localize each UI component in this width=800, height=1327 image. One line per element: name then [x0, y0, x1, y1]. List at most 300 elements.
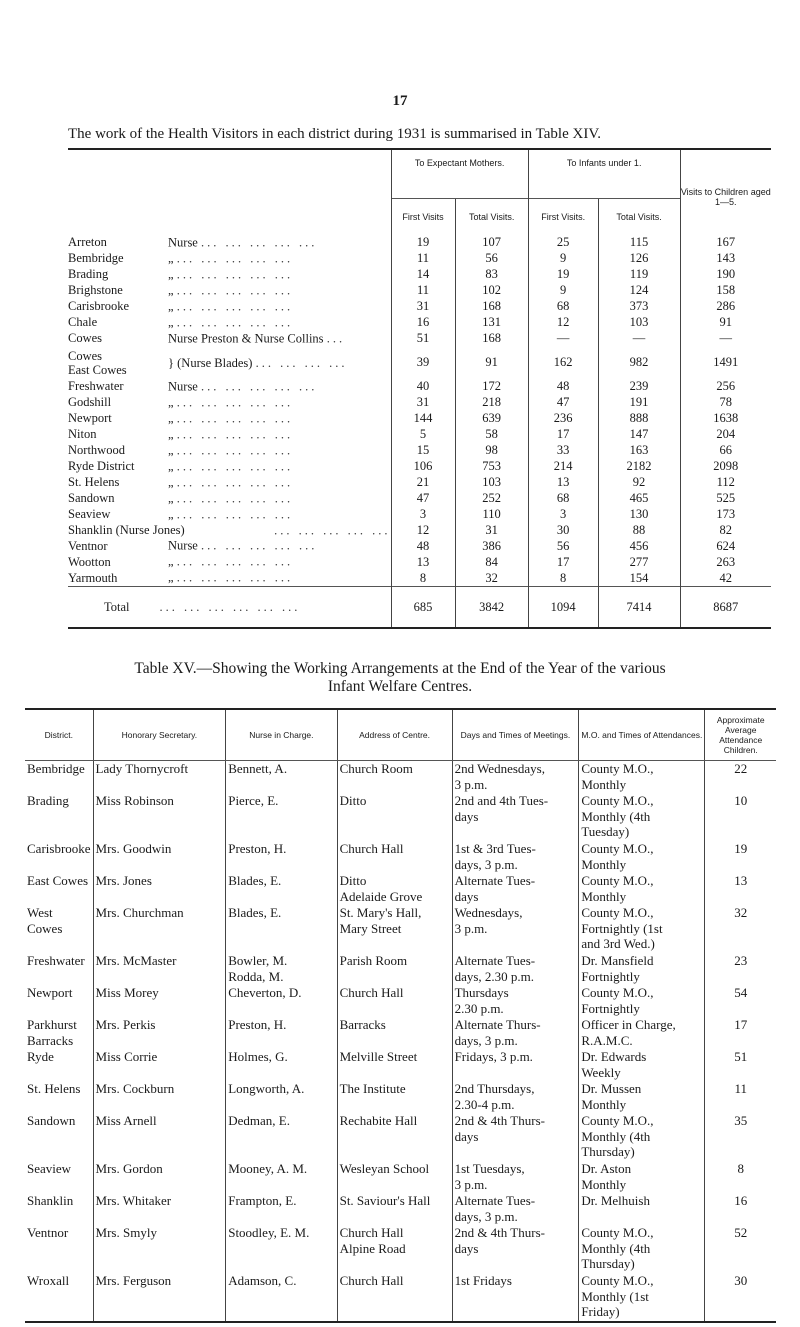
col-7-cell: 8	[705, 1161, 776, 1193]
header-col-2: Honorary Secretary.	[93, 709, 226, 761]
col-1-cell: Parkhurst Barracks	[27, 1017, 77, 1048]
district-name: Newport	[68, 410, 112, 425]
leader-dots: ... ... ... ... ...	[176, 506, 294, 521]
col-1-cell: St. Helens	[27, 1081, 81, 1096]
col-2-cell: Miss Arnell	[93, 1113, 226, 1161]
value-c2: 58	[455, 427, 528, 443]
nurse-name: „	[168, 490, 177, 505]
value-c5: 158	[680, 283, 771, 299]
table-xv-body	[25, 761, 776, 1323]
col-2-cell: Miss Morey	[93, 985, 226, 1017]
district-cell	[68, 538, 391, 554]
value-c4: 191	[598, 395, 680, 411]
nurse-name: „	[168, 410, 177, 425]
col-3-cell: Stoodley, E. M.	[226, 1225, 337, 1273]
col-2-cell: Miss Corrie	[93, 1049, 226, 1081]
value-c1: 16	[391, 315, 455, 331]
value-c1: 8	[391, 570, 455, 586]
col-4-cell: Melville Street	[337, 1049, 452, 1081]
col-7-cell: 13	[705, 873, 776, 905]
col-1-cell: Bembridge	[27, 761, 85, 776]
total-label-cell	[68, 587, 391, 629]
value-c4: 130	[598, 507, 680, 523]
col-5-cell: 2nd & 4th Thurs- days	[452, 1113, 579, 1161]
col-7-cell: 51	[705, 1049, 776, 1081]
col-1-cell: Freshwater	[27, 953, 85, 968]
table-xiv-body	[68, 235, 771, 628]
col-4-cell: The Institute	[337, 1081, 452, 1113]
value-c3: 17	[528, 427, 598, 443]
col-7-cell: 11	[705, 1081, 776, 1113]
table-row	[68, 331, 771, 347]
district-cell	[68, 554, 391, 570]
col-3-cell: Holmes, G.	[226, 1049, 337, 1081]
value-c5: 204	[680, 427, 771, 443]
table-row	[68, 538, 771, 554]
col-7-cell: 22	[705, 761, 776, 794]
col-4-cell: St. Mary's Hall, Mary Street	[337, 905, 452, 953]
district-cell	[68, 315, 391, 331]
leader-dots: ... ... ... ... ... ...	[159, 599, 301, 614]
value-c2: 168	[455, 299, 528, 315]
value-c2: 168	[455, 331, 528, 347]
total-c2: 3842	[455, 587, 528, 629]
value-c3: 17	[528, 554, 598, 570]
leader-dots: ... ... ... ... ...	[176, 283, 294, 298]
leader-dots: ... ... ... ... ...	[176, 570, 294, 585]
col-7-cell: 19	[705, 841, 776, 873]
district-name: Chale	[68, 315, 98, 330]
value-c5: —	[680, 331, 771, 347]
value-c3: 214	[528, 459, 598, 475]
col-5-cell: 2nd Wednesdays, 3 p.m.	[452, 761, 579, 794]
col-3-cell: Frampton, E.	[226, 1193, 337, 1225]
col-5-cell: Alternate Tues- days	[452, 873, 579, 905]
col-6-cell: County M.O., Monthly	[579, 873, 705, 905]
col-7-cell: 32	[705, 905, 776, 953]
leader-dots: ... ... ... ... ...	[176, 299, 294, 314]
col-5-cell: 2nd & 4th Thurs- days	[452, 1225, 579, 1273]
table-xiv	[68, 148, 771, 629]
col-5-cell: Fridays, 3 p.m.	[452, 1049, 579, 1081]
value-c3: 56	[528, 538, 598, 554]
col-3-cell: Cheverton, D.	[226, 985, 337, 1017]
leader-dots: ... ... ... ... ...	[176, 554, 294, 569]
col-3-cell: Pierce, E.	[226, 793, 337, 841]
value-c4: 373	[598, 299, 680, 315]
col-6-cell: County M.O., Fortnightly (1st and 3rd Wed.)	[579, 905, 705, 953]
value-c5: 286	[680, 299, 771, 315]
district-cell	[68, 570, 391, 586]
table-row	[68, 507, 771, 523]
col-2-cell: Mrs. Perkis	[93, 1017, 226, 1049]
district-name: Northwood	[68, 442, 125, 457]
value-c2: 110	[455, 507, 528, 523]
col-2-cell: Mrs. Cockburn	[93, 1081, 226, 1113]
district-cell	[68, 411, 391, 427]
value-c3: 68	[528, 299, 598, 315]
value-c4: 982	[598, 347, 680, 379]
district-name: Freshwater	[68, 379, 124, 394]
header-col-6: M.O. and Times of Attendances.	[579, 709, 705, 761]
table-row	[68, 315, 771, 331]
value-c1: 13	[391, 554, 455, 570]
value-c2: 218	[455, 395, 528, 411]
col-3-cell: Dedman, E.	[226, 1113, 337, 1161]
value-c4: 154	[598, 570, 680, 586]
col-4-cell: Ditto	[337, 793, 452, 841]
col-5-cell: Wednesdays, 3 p.m.	[452, 905, 579, 953]
total-c5: 8687	[680, 587, 771, 629]
value-c5: 1491	[680, 347, 771, 379]
value-c1: 106	[391, 459, 455, 475]
nurse-name: „	[168, 570, 177, 585]
col-1-cell: Wroxall	[25, 1273, 93, 1322]
page-number: 17	[392, 93, 408, 109]
leader-dots: ... ... ... ... ...	[176, 474, 294, 489]
value-c3: 162	[528, 347, 598, 379]
value-c2: 56	[455, 251, 528, 267]
nurse-name: „	[168, 506, 177, 521]
value-c2: 386	[455, 538, 528, 554]
col-5-cell: 2nd Thursdays, 2.30-4 p.m.	[452, 1081, 579, 1113]
table-row	[68, 443, 771, 459]
district-cell	[68, 235, 391, 251]
leader-dots: ... ... ... ... ...	[176, 442, 294, 457]
table-row	[25, 953, 776, 985]
value-c5: 112	[680, 475, 771, 491]
value-c2: 83	[455, 267, 528, 283]
value-c3: 30	[528, 523, 598, 539]
leader-dots: ... ... ... ... ...	[176, 410, 294, 425]
table-row	[25, 873, 776, 905]
district-cell	[68, 251, 391, 267]
table-row	[68, 379, 771, 395]
table-row	[25, 1113, 776, 1161]
table-row	[25, 1049, 776, 1081]
table-row	[25, 761, 776, 794]
leader-dots: ...	[326, 331, 346, 346]
value-c3: 12	[528, 315, 598, 331]
table-row	[68, 395, 771, 411]
col-7-cell: 30	[705, 1273, 776, 1322]
value-c1: 19	[391, 235, 455, 251]
value-c3: 19	[528, 267, 598, 283]
value-c3: —	[528, 331, 598, 347]
col-6-cell: County M.O., Monthly (4th Thursday)	[579, 1225, 705, 1273]
col-3-cell: Blades, E.	[226, 873, 337, 905]
col-6-cell: County M.O., Monthly (4th Tuesday)	[579, 793, 705, 841]
total-c1: 685	[391, 587, 455, 629]
table-xv-title	[0, 660, 800, 696]
table-row	[25, 1017, 776, 1049]
header-first-visits: First Visits	[391, 199, 455, 236]
col-1-cell: Sandown	[27, 1113, 76, 1128]
table-row	[68, 267, 771, 283]
value-c3: 13	[528, 475, 598, 491]
table-row	[25, 905, 776, 953]
total-row	[68, 587, 771, 629]
leader-dots: ... ... ... ... ...	[176, 267, 294, 282]
col-1-cell: East Cowes	[27, 873, 89, 888]
header-col-5: Days and Times of Meetings.	[452, 709, 579, 761]
leader-dots: ... ... ... ... ...	[176, 458, 294, 473]
col-7-cell: 10	[705, 793, 776, 841]
district-name: Niton	[68, 426, 97, 441]
value-c1: 5	[391, 427, 455, 443]
col-5-cell: Alternate Thurs- days, 3 p.m.	[452, 1017, 579, 1049]
value-c1: 11	[391, 251, 455, 267]
district-cell	[68, 427, 391, 443]
col-7-cell: 54	[705, 985, 776, 1017]
col-6-cell: County M.O., Monthly	[579, 761, 705, 794]
value-c5: 2098	[680, 459, 771, 475]
col-2-cell: Mrs. Whitaker	[93, 1193, 226, 1225]
district-cell	[68, 331, 391, 347]
col-2-cell: Mrs. Churchman	[93, 905, 226, 953]
col-3-cell: Bennett, A.	[226, 761, 337, 794]
col-4-cell: Church Hall	[337, 1273, 452, 1322]
district-cell	[68, 523, 391, 539]
value-c2: 31	[455, 523, 528, 539]
value-c2: 172	[455, 379, 528, 395]
nurse-name: „	[168, 554, 177, 569]
table-row	[25, 1225, 776, 1273]
value-c2: 98	[455, 443, 528, 459]
col-6-cell: Officer in Charge, R.A.M.C.	[579, 1017, 705, 1049]
value-c1: 11	[391, 283, 455, 299]
value-c5: 66	[680, 443, 771, 459]
value-c3: 68	[528, 491, 598, 507]
col-4-cell: Rechabite Hall	[337, 1113, 452, 1161]
leader-dots: ... ... ... ... ...	[176, 395, 294, 410]
nurse-name: Nurse	[168, 235, 201, 250]
value-c5: 256	[680, 379, 771, 395]
col-4-cell: Church Hall Alpine Road	[337, 1225, 452, 1273]
value-c4: 888	[598, 411, 680, 427]
district-cell	[68, 491, 391, 507]
value-c4: —	[598, 331, 680, 347]
leader-dots: ... ... ... ... ...	[268, 522, 391, 537]
value-c1: 51	[391, 331, 455, 347]
table-row	[68, 283, 771, 299]
col-3-cell: Blades, E.	[226, 905, 337, 953]
col-7-cell: 16	[705, 1193, 776, 1225]
col-7-cell: 35	[705, 1113, 776, 1161]
value-c1: 31	[391, 299, 455, 315]
value-c3: 3	[528, 507, 598, 523]
col-7-cell: 52	[705, 1225, 776, 1273]
col-6-cell: Dr. Mussen Monthly	[579, 1081, 705, 1113]
value-c3: 48	[528, 379, 598, 395]
leader-dots: ... ... ... ... ...	[176, 490, 294, 505]
district-name: Ventnor	[68, 538, 108, 553]
value-c3: 33	[528, 443, 598, 459]
col-6-cell: Dr. Aston Monthly	[579, 1161, 705, 1193]
district-cell	[68, 283, 391, 299]
nurse-name: Nurse Preston & Nurse Collins	[168, 331, 327, 346]
value-c4: 103	[598, 315, 680, 331]
value-c5: 624	[680, 538, 771, 554]
col-6-cell: County M.O., Monthly	[579, 841, 705, 873]
col-7-cell: 17	[705, 1017, 776, 1049]
col-5-cell: Alternate Tues- days, 3 p.m.	[452, 1193, 579, 1225]
table-xv-title-line1: Table XV.—Showing the Working Arrangements at the End of the Year of the various	[134, 660, 666, 677]
value-c5: 143	[680, 251, 771, 267]
nurse-name: „	[168, 315, 177, 330]
leader-dots: ... ... ... ... ...	[176, 426, 294, 441]
nurse-name: „	[168, 395, 177, 410]
value-c4: 115	[598, 235, 680, 251]
district-cell	[68, 475, 391, 491]
nurse-name: „	[168, 458, 177, 473]
col-6-cell: County M.O., Fortnightly	[579, 985, 705, 1017]
table-row	[25, 1161, 776, 1193]
district-name: Arreton	[68, 235, 107, 250]
col-1-cell: Ryde	[27, 1049, 54, 1064]
table-row	[25, 841, 776, 873]
district-cell	[68, 347, 391, 379]
col-5-cell: 2nd and 4th Tues- days	[452, 793, 579, 841]
col-4-cell: Barracks	[337, 1017, 452, 1049]
value-c2: 91	[455, 347, 528, 379]
district-name: Shanklin (Nurse Jones)	[68, 522, 185, 537]
col-2-cell: Mrs. Goodwin	[93, 841, 226, 873]
value-c3: 9	[528, 251, 598, 267]
col-3-cell: Mooney, A. M.	[226, 1161, 337, 1193]
value-c1: 12	[391, 523, 455, 539]
value-c2: 753	[455, 459, 528, 475]
district-name: Bembridge	[68, 251, 124, 266]
col-2-cell: Mrs. Ferguson	[93, 1273, 226, 1322]
value-c2: 103	[455, 475, 528, 491]
value-c1: 39	[391, 347, 455, 379]
district-name: Carisbrooke	[68, 299, 130, 314]
col-4-cell: Ditto Adelaide Grove	[337, 873, 452, 905]
nurse-name: Nurse	[168, 538, 201, 553]
district-cell	[68, 267, 391, 283]
table-row	[25, 1081, 776, 1113]
col-6-cell: Dr. Melhuish	[579, 1193, 705, 1225]
nurse-name: } (Nurse Blades)	[168, 355, 256, 370]
value-c5: 167	[680, 235, 771, 251]
value-c2: 131	[455, 315, 528, 331]
nurse-name: „	[168, 299, 177, 314]
nurse-name: „	[168, 474, 177, 489]
intro-text: The work of the Health Visitors in each district during 1931 is summarised in Table XIV.	[68, 126, 601, 142]
value-c1: 14	[391, 267, 455, 283]
table-row	[68, 347, 771, 379]
district-name: Yarmouth	[68, 570, 118, 585]
col-5-cell: 1st Fridays	[452, 1273, 579, 1322]
table-xv-title-line2: Infant Welfare Centres.	[327, 678, 473, 695]
value-c2: 32	[455, 570, 528, 586]
value-c1: 144	[391, 411, 455, 427]
col-2-cell: Mrs. Jones	[93, 873, 226, 905]
value-c4: 88	[598, 523, 680, 539]
col-6-cell: Dr. Edwards Weekly	[579, 1049, 705, 1081]
col-3-cell: Preston, H.	[226, 841, 337, 873]
nurse-name: „	[168, 426, 177, 441]
value-c5: 525	[680, 491, 771, 507]
leader-dots: ... ... ... ... ...	[200, 538, 318, 553]
value-c3: 25	[528, 235, 598, 251]
value-c5: 190	[680, 267, 771, 283]
header-total-visits-2: Total Visits.	[598, 199, 680, 236]
value-c3: 8	[528, 570, 598, 586]
col-3-cell: Adamson, C.	[226, 1273, 337, 1322]
value-c1: 15	[391, 443, 455, 459]
col-6-cell: County M.O., Monthly (1st Friday)	[579, 1273, 705, 1322]
district-cell	[68, 379, 391, 395]
col-5-cell: Thursdays 2.30 p.m.	[452, 985, 579, 1017]
value-c3: 47	[528, 395, 598, 411]
leader-dots: ... ... ... ...	[255, 355, 348, 370]
header-children: Visits to Children aged 1—5.	[680, 149, 771, 235]
table-row	[68, 475, 771, 491]
table-row	[68, 523, 771, 539]
value-c4: 163	[598, 443, 680, 459]
col-5-cell: Alternate Tues- days, 2.30 p.m.	[452, 953, 579, 985]
header-first-visits-2: First Visits.	[528, 199, 598, 236]
district-name: Wootton	[68, 554, 111, 569]
value-c5: 42	[680, 570, 771, 586]
value-c5: 91	[680, 315, 771, 331]
header-col-4: Address of Centre.	[337, 709, 452, 761]
col-1-cell: Ventnor	[27, 1225, 69, 1240]
district-name: Ryde District	[68, 458, 135, 473]
table-row	[68, 554, 771, 570]
col-2-cell: Miss Robinson	[93, 793, 226, 841]
nurse-name: „	[168, 283, 177, 298]
value-c4: 126	[598, 251, 680, 267]
table-xv	[25, 708, 776, 1323]
value-c2: 107	[455, 235, 528, 251]
header-col-1: District.	[25, 709, 93, 761]
header-col-7: Approximate Average Attendance Children.	[705, 709, 776, 761]
value-c4: 92	[598, 475, 680, 491]
district-name: Brading	[68, 267, 109, 282]
table-row	[68, 570, 771, 586]
table-row	[25, 793, 776, 841]
value-c4: 465	[598, 491, 680, 507]
nurse-name: Nurse	[168, 379, 201, 394]
value-c5: 78	[680, 395, 771, 411]
table-row	[68, 459, 771, 475]
value-c1: 3	[391, 507, 455, 523]
value-c1: 47	[391, 491, 455, 507]
table-row	[68, 235, 771, 251]
district-cell	[68, 443, 391, 459]
col-2-cell: Mrs. Smyly	[93, 1225, 226, 1273]
col-3-cell: Preston, H.	[226, 1017, 337, 1049]
col-2-cell: Mrs. Gordon	[93, 1161, 226, 1193]
col-4-cell: Church Hall	[337, 985, 452, 1017]
nurse-name: „	[168, 267, 177, 282]
col-4-cell: Wesleyan School	[337, 1161, 452, 1193]
table-row	[68, 299, 771, 315]
district-name: Cowes	[68, 331, 103, 346]
value-c5: 173	[680, 507, 771, 523]
leader-dots: ... ... ... ... ...	[200, 379, 318, 394]
col-4-cell: Church Hall	[337, 841, 452, 873]
district-cell	[68, 459, 391, 475]
col-1-cell: West Cowes	[27, 905, 63, 936]
header-expectant: To Expectant Mothers.	[391, 149, 528, 199]
value-c1: 40	[391, 379, 455, 395]
district-cell	[68, 299, 391, 315]
value-c3: 236	[528, 411, 598, 427]
